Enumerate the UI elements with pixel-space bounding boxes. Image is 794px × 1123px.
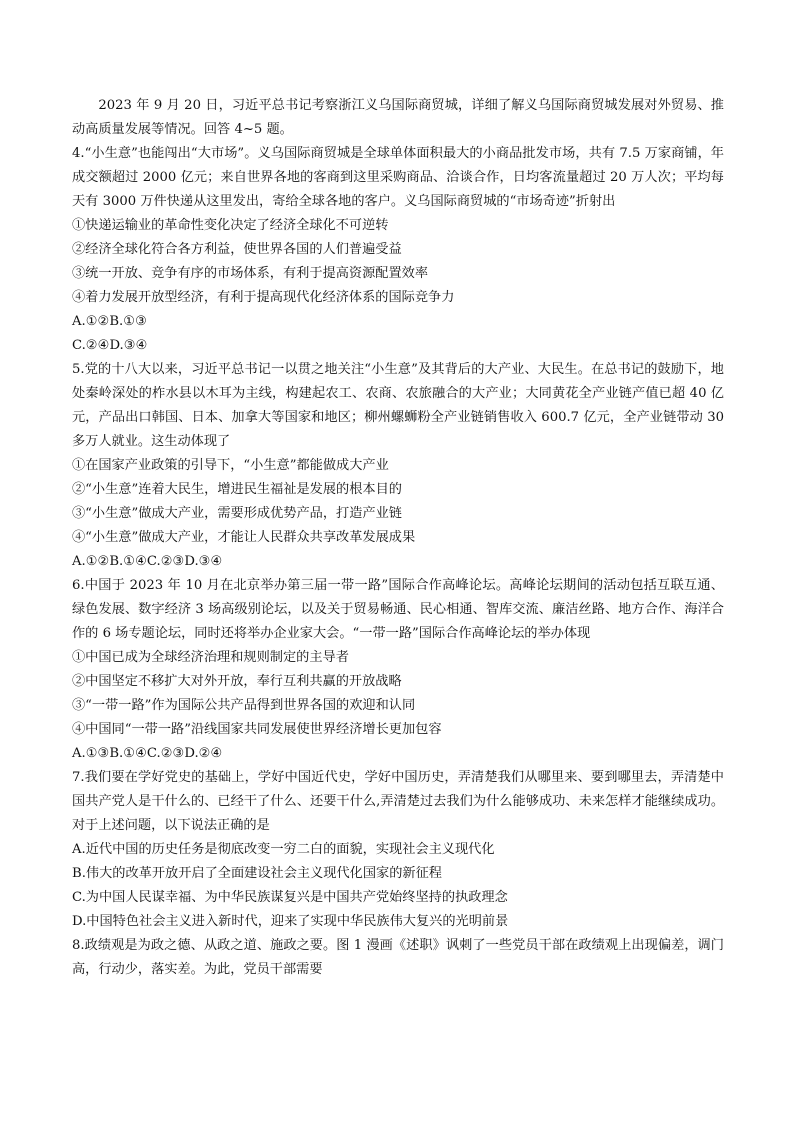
question-4 <box>72 142 724 358</box>
option-item: ①中国已成为全球经济治理和规则制定的主导者 <box>72 650 349 665</box>
intro-paragraph: 2023 年 9 月 20 日，习近平总书记考察浙江义乌国际商贸城，详细了解义乌国际商贸城发展对外贸易、推动高质量发展等情况。回答 4~5 题。 <box>72 98 724 137</box>
option-item: ④中国同“一带一路”沿线国家共同发展使世界经济增长更加包容 <box>72 722 442 737</box>
option-item: B.伟大的改革开放开启了全面建设社会主义现代化国家的新征程 <box>72 866 442 881</box>
document-page <box>72 94 724 982</box>
answer-choices: A.①②B.①④C.②③D.③④ <box>72 554 223 569</box>
option-item: ①在国家产业政策的引导下，“小生意”都能做成大产业 <box>72 458 389 473</box>
option-item: A.近代中国的历史任务是彻底改变一穷二白的面貌，实现社会主义现代化 <box>72 842 495 857</box>
option-item: ②“小生意”连着大民生，增进民生福祉是发展的根本目的 <box>72 482 402 497</box>
question-7 <box>72 766 724 934</box>
question-stem: 5.党的十八大以来，习近平总书记一以贯之地关注“小生意”及其背后的大产业、大民生。在总书记的鼓励下，地处秦岭深处的柞水县以木耳为主线，构建起农工、农商、农旅融合的大产业；大同黄花全产业链产值已超 40 亿元，产品出口韩国、日本、加拿大等国家和地区；柳州螺蛳粉全产业链销售收入 600.7 亿元，全产业链带动 30 多万人就业。这生动体现了 <box>72 362 724 449</box>
question-5 <box>72 358 724 574</box>
question-8 <box>72 934 724 982</box>
question-stem: 6.中国于 2023 年 10 月在北京举办第三届一带一路”国际合作高峰论坛。高峰论坛期间的活动包括互联互通、绿色发展、数字经济 3 场高级别论坛，以及关于贸易畅通、民心相通、智库交流、廉洁丝路、地方合作、海洋合作的 6 场专题论坛，同时还将举办企业家大会。“一带一路”国际合作高峰论坛的举办体现 <box>72 578 724 641</box>
option-item: ④“小生意”做成大产业，才能让人民群众共享改革发展成果 <box>72 530 416 545</box>
option-item: ③统一开放、竞争有序的市场体系，有利于提高资源配置效率 <box>72 266 429 281</box>
option-item: ③“小生意”做成大产业，需要形成优势产品，打造产业链 <box>72 506 402 521</box>
answer-choices: A.①②B.①③ <box>72 314 147 329</box>
option-item: D.中国特色社会主义进入新时代，迎来了实现中华民族伟大复兴的光明前景 <box>72 914 509 929</box>
option-item: ①快递运输业的革命性变化决定了经济全球化不可逆转 <box>72 218 389 233</box>
question-6 <box>72 574 724 766</box>
option-item: ②中国坚定不移扩大对外开放，奉行互利共赢的开放战略 <box>72 674 402 689</box>
question-stem: 8.政绩观是为政之德、从政之道、施政之要。图 1 漫画《述职》讽刺了一些党员干部在政绩观上出现偏差，调门高，行动少，落实差。为此，党员干部需要 <box>72 938 724 977</box>
option-item: C.为中国人民谋幸福、为中华民族谋复兴是中国共产党始终坚持的执政理念 <box>72 890 508 905</box>
question-stem: 7.我们要在学好党史的基础上，学好中国近代史，学好中国历史，弄清楚我们从哪里来、要到哪里去，弄清楚中国共产党人是干什么的、已经干了什么、还要干什么,弄清楚过去我们为什么能够成功、未来怎样才能继续成功。对于上述问题，以下说法正确的是 <box>72 770 724 833</box>
answer-choices: C.②④D.③④ <box>72 338 148 353</box>
option-item: ③“一带一路”作为国际公共产品得到世界各国的欢迎和认同 <box>72 698 416 713</box>
answer-choices: A.①③B.①④C.②③D.②④ <box>72 746 223 761</box>
option-item: ④着力发展开放型经济，有利于提高现代化经济体系的国际竞争力 <box>72 290 455 305</box>
question-stem: 4.“小生意”也能闯出“大市场”。义乌国际商贸城是全球单体面积最大的小商品批发市场，共有 7.5 万家商铺，年成交额超过 2000 亿元；来自世界各地的客商到这里采购商品、洽谈合作，日均客流量超过 20 万人次；平均每天有 3000 万件快递从这里发出，寄给全球各地的客户。义乌国际商贸城的“市场奇迹”折射出 <box>72 146 724 209</box>
option-item: ②经济全球化符合各方利益，使世界各国的人们普遍受益 <box>72 242 402 257</box>
